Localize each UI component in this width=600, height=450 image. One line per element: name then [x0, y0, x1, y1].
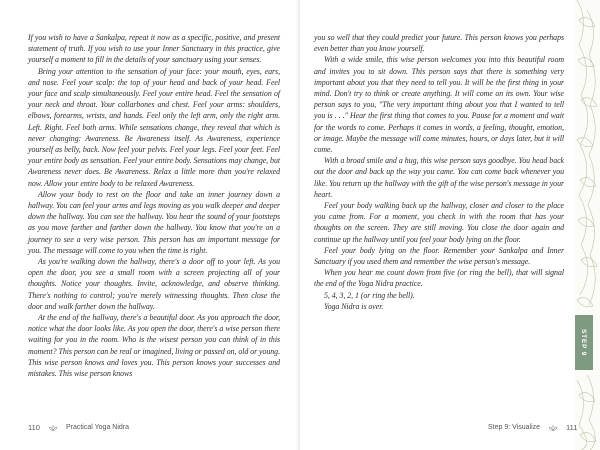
running-title: Practical Yoga Nidra	[65, 424, 130, 431]
leaf-pattern-border	[575, 0, 600, 450]
paragraph: Allow your body to rest on the floor and take an inner journey down a hallway. You can feel your arms and legs moving as you walk deeper and deeper down the hallway. You can see the hallway. You hear the sound of your footsteps as you move farther and farther down the hallway. You know that you're on a journey to see a very wise person. This person has an important message for you. The message will come to you when the time is right.	[28, 189, 280, 255]
right-page	[300, 0, 600, 450]
paragraph: As you're walking down the hallway, there's a door off to your left. As you open the door, you see a small room with a screen projecting all of your thoughts. Notice your thoughts. Invite, acknowledge, and observe thinking. There's nothing to control; you're merely witnessing thoughts. Then close the door and walk farther down the hallway.	[28, 257, 280, 311]
step-tab	[575, 315, 593, 370]
running-title: Step 9: Visualize	[488, 424, 541, 431]
page-number: 110	[28, 423, 40, 432]
page-number: 111	[566, 423, 578, 432]
lotus-icon	[48, 425, 58, 431]
left-page-text	[28, 32, 280, 379]
step-label: STEP 9	[580, 328, 588, 357]
lotus-icon	[548, 425, 558, 431]
paragraph: At the end of the hallway, there's a beautiful door. As you approach the door, notice what the door looks like. As you open the door, there's a wise person there waiting for you in the room. Who is the wisest person you can think of in this moment? This person can be real or imagined, living or passed on, old or young. This wise person knows and loves you. This person knows your successes and mistakes. This wise person knows	[28, 313, 280, 379]
leaf-pattern-icon	[575, 0, 600, 450]
paragraph: With a wide smile, this wise person welcomes you into this beautiful room and invites you to sit down. This person says that there is something very important about you that they need to tell you. It will be the first thing in your mind. Don't try to think or create anything. It will come on its own. Your wise person says to you, "The very important thing about you that I wanted to tell you is . . ." Hear the first thing that comes to you. Pause for a moment and wait for the words to come. Perhaps it comes in words, a feeling, thought, emotion, or image. Maybe the message will come minutes, hours, or days later, but it will come.	[314, 55, 564, 155]
paragraph: 5, 4, 3, 2, 1 (or ring the bell).	[324, 290, 415, 300]
left-footer	[28, 423, 129, 432]
paragraph: Bring your attention to the sensation of your face: your mouth, eyes, ears, and nose. Feel your scalp: the top of your head and back of your head. Feel your face and scalp simultaneously. Feel your entire head. Feel the sensation of your neck and throat. Your collarbones and chest. Feel your arms: shoulders, elbows, forearms, wrists, and hands. Feel only the left arm, only the right arm. Left. Right. Feel both arms. While sensations change, they reveal that which is never changing: Awareness. Be Awareness itself. As Awareness, experience yourself as belly, back. Now feel your pelvis. Feel your legs. Feel your feet. Feel your entire body as sensation. Feel your entire body. Sensations may change, but Awareness never does. Be Awareness. Relax a little more than you're relaxed now. Allow your entire body to be relaxed Awareness.	[28, 66, 280, 188]
paragraph: When you hear me count down from five (or ring the bell), that will signal the end of the Yoga Nidra practice.	[314, 268, 564, 289]
paragraph: If you wish to have a Sankalpa, repeat it now as a specific, positive, and present statement of truth. If you wish to use your Inner Sanctuary in this practice, give yourself a moment to fill in the details of your sanctuary using your senses.	[28, 33, 280, 65]
right-footer	[488, 423, 577, 432]
right-page-text	[314, 32, 564, 312]
paragraph: Yoga Nidra is over.	[324, 301, 384, 311]
paragraph: With a broad smile and a hug, this wise person says goodbye. You head back out the door and back up the way you came. You can come back whenever you like. You return up the hallway with the gift of the wise person's message in your heart.	[314, 156, 564, 199]
paragraph: Feel your body lying on the floor. Remember your Sankalpa and Inner Sanctuary if you used them and remember the wise person's message.	[314, 245, 564, 267]
paragraph: you so well that they could predict your future. This person knows you perhaps even better than you know yourself.	[314, 33, 564, 54]
paragraph: Feel your body walking back up the hallway, closer and closer to the place you came from. For a moment, you check in with the room that has your thoughts on the screen. They are still moving. You close the door again and continue up the hallway until you feel your body lying on the floor.	[314, 201, 564, 244]
